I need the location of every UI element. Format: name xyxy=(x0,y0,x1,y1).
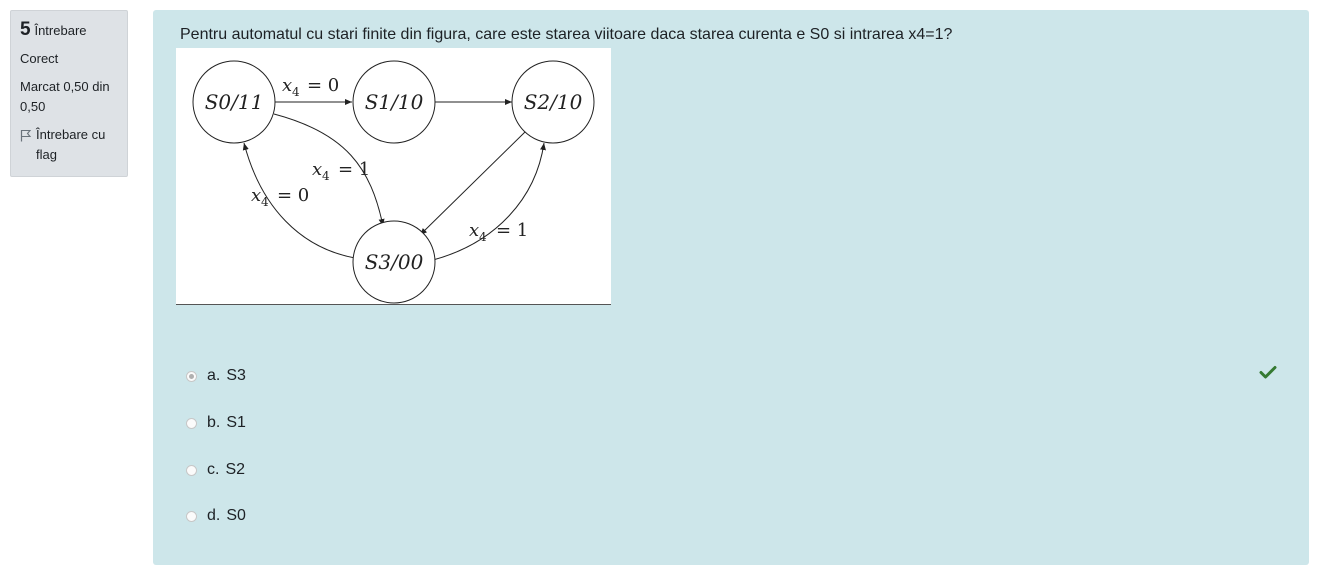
state-s3-label: S3/00 xyxy=(364,250,424,274)
state-s2-label: S2/10 xyxy=(523,90,583,114)
state-s0-label: S0/11 xyxy=(204,90,264,114)
state-s1-label: S1/10 xyxy=(364,90,424,114)
question-number-value: 5 xyxy=(20,19,31,40)
question-number-label: Întrebare xyxy=(34,23,87,38)
edge-label-eq: = 1 xyxy=(496,220,529,241)
answer-text: S1 xyxy=(226,414,246,431)
answer-letter: b. xyxy=(207,414,221,431)
edge-label-eq: = 0 xyxy=(277,185,310,206)
edge-label-var: x xyxy=(251,185,262,206)
answer-letter: d. xyxy=(207,507,221,524)
edge-label-sub: 4 xyxy=(261,195,269,209)
answer-radio-d[interactable] xyxy=(186,511,197,522)
flag-icon xyxy=(20,129,32,142)
edge-label-var: x xyxy=(282,75,293,96)
fsm-diagram xyxy=(176,48,611,305)
answer-option-c[interactable] xyxy=(186,461,245,479)
edge-label-sub: 4 xyxy=(292,85,300,99)
answer-option-d[interactable] xyxy=(186,507,246,525)
question-grade: Marcat 0,50 din 0,50 xyxy=(20,79,110,114)
edge-label-sub: 4 xyxy=(322,169,330,183)
answer-option-b[interactable] xyxy=(186,414,246,432)
answer-radio-c[interactable] xyxy=(186,465,197,476)
check-icon xyxy=(1259,365,1277,379)
edge-label-eq: = 1 xyxy=(338,159,371,180)
question-number xyxy=(20,20,118,41)
edge-label-s3-s2 xyxy=(469,220,528,244)
question-content xyxy=(153,10,1309,565)
edge-label-var: x xyxy=(469,220,480,241)
answer-radio-a[interactable] xyxy=(186,371,197,382)
edge-label-var: x xyxy=(312,159,323,180)
answer-option-a[interactable] xyxy=(186,367,246,385)
answer-text: S2 xyxy=(225,461,246,478)
flag-question-link[interactable] xyxy=(20,125,118,165)
flag-question-label: Întrebare cu flag xyxy=(36,127,106,162)
question-state: Corect xyxy=(20,51,59,66)
answer-letter: c. xyxy=(207,461,220,478)
answer-text: S0 xyxy=(226,507,246,524)
edge-label-s3-s0 xyxy=(251,185,309,209)
edge-s3-s2 xyxy=(433,143,544,260)
question-info-panel xyxy=(10,10,128,177)
edge-label-sub: 4 xyxy=(479,230,487,244)
answer-radio-b[interactable] xyxy=(186,418,197,429)
question-text: Pentru automatul cu stari finite din figura, care este starea viitoare daca starea curenta e S0 si intrarea x4=1? xyxy=(180,26,953,43)
edge-label-eq: = 0 xyxy=(307,75,340,96)
edge-label-s0-s1 xyxy=(282,75,339,99)
answer-letter: a. xyxy=(207,367,221,384)
edge-label-s0-s3 xyxy=(312,159,370,183)
answer-text: S3 xyxy=(226,367,246,384)
